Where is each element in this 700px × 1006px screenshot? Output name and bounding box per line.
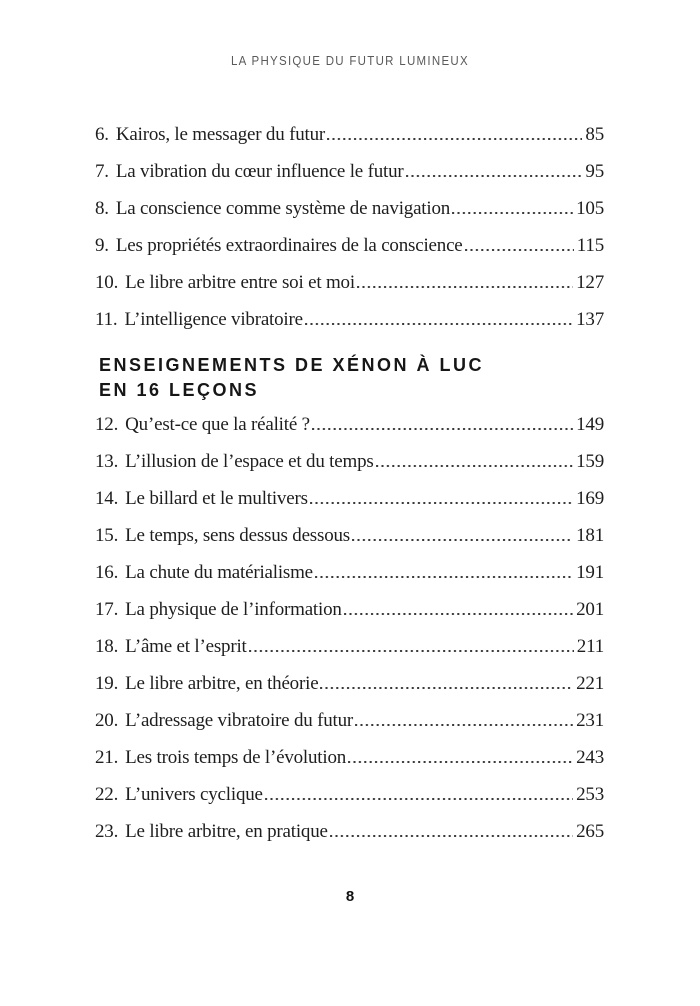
dot-leader xyxy=(330,835,573,837)
toc-entry-page: 201 xyxy=(576,599,604,620)
toc-entry-title: La vibration du cœur influence le futur xyxy=(115,161,404,182)
toc-entry xyxy=(95,628,604,665)
dot-leader xyxy=(327,138,582,140)
toc-entry xyxy=(95,301,604,338)
toc-entry-number: 16. xyxy=(95,562,119,583)
toc-entry-number: 11. xyxy=(95,309,118,330)
toc-entry-page: 137 xyxy=(576,309,604,330)
toc-entry-title: Les propriétés extraordinaires de la conscience xyxy=(115,235,463,256)
toc-entry xyxy=(95,153,604,190)
toc-entry-number: 21. xyxy=(95,747,119,768)
toc-entry-title: Qu’est-ce que la réalité ? xyxy=(125,414,310,435)
toc-entry-title: La conscience comme système de navigation xyxy=(115,198,451,219)
toc-entry-title: Le billard et le multivers xyxy=(125,488,308,509)
section-heading xyxy=(99,353,604,403)
toc-entry-title: Kairos, le messager du futur xyxy=(115,124,326,145)
toc-entry-number: 23. xyxy=(95,821,119,842)
dot-leader xyxy=(249,650,574,652)
toc-entry xyxy=(95,554,604,591)
toc-entry-number: 9. xyxy=(95,235,109,256)
toc-entry-number: 17. xyxy=(95,599,119,620)
toc-entry-title: Le libre arbitre, en théorie xyxy=(125,673,319,694)
toc-entry-page: 243 xyxy=(576,747,604,768)
toc-entry xyxy=(95,406,604,443)
table-of-contents xyxy=(95,116,604,850)
toc-entry-number: 7. xyxy=(95,161,109,182)
dot-leader xyxy=(406,175,583,177)
toc-entry-number: 22. xyxy=(95,784,119,805)
toc-entry-number: 8. xyxy=(95,198,109,219)
toc-entry-title: La physique de l’information xyxy=(125,599,342,620)
dot-leader xyxy=(465,249,574,251)
toc-list-part2 xyxy=(95,406,604,850)
toc-entry-number: 14. xyxy=(95,488,119,509)
dot-leader xyxy=(315,576,573,578)
toc-entry-number: 12. xyxy=(95,414,119,435)
dot-leader xyxy=(265,798,573,800)
section-heading-line-2: EN 16 LEÇONS xyxy=(99,380,260,400)
toc-entry-page: 191 xyxy=(576,562,604,583)
dot-leader xyxy=(355,724,573,726)
toc-entry-title: Le temps, sens dessus dessous xyxy=(125,525,350,546)
toc-entry xyxy=(95,264,604,301)
toc-entry xyxy=(95,190,604,227)
toc-entry-title: L’univers cyclique xyxy=(125,784,263,805)
toc-entry-page: 95 xyxy=(585,161,604,182)
toc-entry-number: 6. xyxy=(95,124,109,145)
toc-entry-page: 253 xyxy=(576,784,604,805)
toc-entry-page: 105 xyxy=(576,198,604,219)
toc-entry-page: 127 xyxy=(576,272,604,293)
toc-entry xyxy=(95,776,604,813)
dot-leader xyxy=(357,286,573,288)
page-number: 8 xyxy=(345,888,355,905)
toc-entry-title: La chute du matérialisme xyxy=(125,562,313,583)
toc-entry-number: 15. xyxy=(95,525,119,546)
toc-entry xyxy=(95,517,604,554)
toc-entry-title: L’illusion de l’espace et du temps xyxy=(125,451,374,472)
dot-leader xyxy=(376,465,574,467)
dot-leader xyxy=(310,502,573,504)
dot-leader xyxy=(348,761,573,763)
toc-entry-page: 169 xyxy=(576,488,604,509)
toc-entry-title: L’âme et l’esprit xyxy=(125,636,247,657)
dot-leader xyxy=(352,539,573,541)
toc-entry-number: 20. xyxy=(95,710,119,731)
toc-entry xyxy=(95,665,604,702)
toc-entry xyxy=(95,739,604,776)
dot-leader xyxy=(312,428,573,430)
toc-entry-title: Le libre arbitre, en pratique xyxy=(125,821,328,842)
toc-entry xyxy=(95,480,604,517)
toc-entry-page: 181 xyxy=(576,525,604,546)
toc-entry xyxy=(95,227,604,264)
toc-entry-title: L’adressage vibratoire du futur xyxy=(125,710,354,731)
toc-entry xyxy=(95,813,604,850)
toc-entry-page: 221 xyxy=(576,673,604,694)
toc-entry xyxy=(95,443,604,480)
toc-entry-page: 85 xyxy=(585,124,604,145)
toc-entry xyxy=(95,116,604,153)
toc-entry-page: 159 xyxy=(576,451,604,472)
dot-leader xyxy=(320,687,573,689)
dot-leader xyxy=(305,323,573,325)
toc-list-part1 xyxy=(95,116,604,338)
toc-entry xyxy=(95,591,604,628)
dot-leader xyxy=(452,212,573,214)
toc-entry-title: L’intelligence vibratoire xyxy=(124,309,303,330)
toc-entry-number: 13. xyxy=(95,451,119,472)
dot-leader xyxy=(344,613,573,615)
toc-entry-page: 231 xyxy=(576,710,604,731)
toc-entry-number: 19. xyxy=(95,673,119,694)
toc-entry-page: 265 xyxy=(576,821,604,842)
toc-entry-number: 10. xyxy=(95,272,119,293)
section-heading-line-1: ENSEIGNEMENTS DE XÉNON À LUC xyxy=(99,355,485,375)
running-header: LA PHYSIQUE DU FUTUR LUMINEUX xyxy=(230,54,469,68)
toc-entry xyxy=(95,702,604,739)
toc-entry-page: 211 xyxy=(576,636,604,657)
toc-entry-title: Les trois temps de l’évolution xyxy=(125,747,347,768)
toc-entry-page: 115 xyxy=(576,235,604,256)
toc-entry-page: 149 xyxy=(576,414,604,435)
toc-entry-title: Le libre arbitre entre soi et moi xyxy=(125,272,355,293)
toc-entry-number: 18. xyxy=(95,636,119,657)
